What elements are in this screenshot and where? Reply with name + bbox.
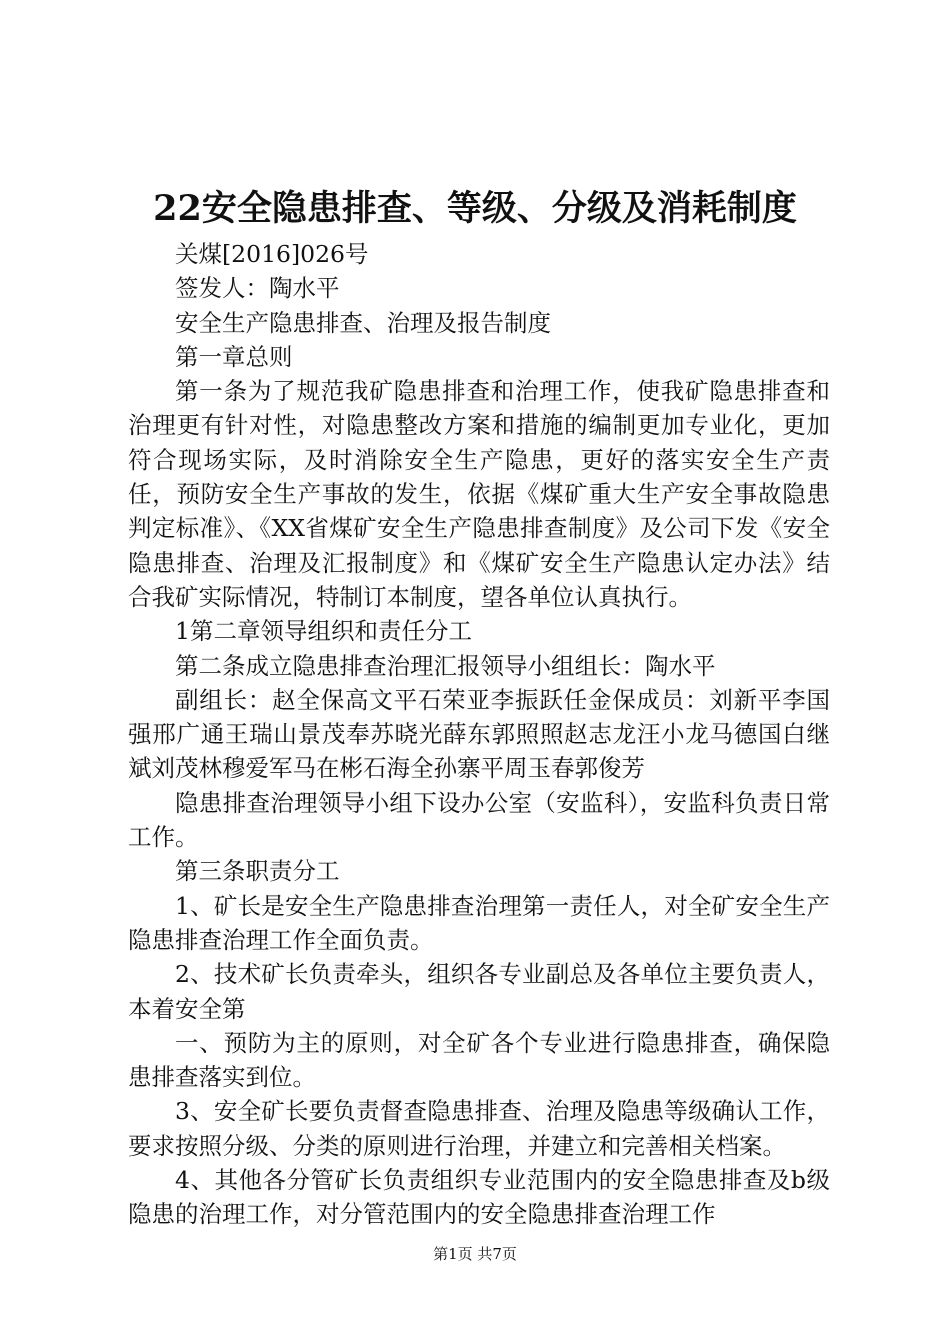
signer-line: 签发人：陶水平: [175, 274, 340, 303]
doc-number: 关煤[2016]026号: [175, 240, 369, 268]
body-paragraph: 2、技术矿长负责牵头，组织各专业副总及各单位主要负责人，本着安全第: [128, 960, 830, 1023]
document-title: 22安全隐患排查、等级、分级及消耗制度: [153, 188, 797, 229]
body-paragraph: 第二条成立隐患排查治理汇报领导小组组长：陶水平: [175, 651, 716, 680]
body-paragraph: 3、安全矿长要负责督查隐患排查、治理及隐患等级确认工作，要求按照分级、分类的原则进行治理，并建立和完善相关档案。: [128, 1097, 830, 1160]
page-footer: 第1页 共7页: [433, 1245, 517, 1263]
body-paragraph: 4、其他各分管矿长负责组织专业范围内的安全隐患排查及b级隐患的治理工作，对分管范围内的安全隐患排查治理工作: [128, 1166, 830, 1229]
body-paragraph: 隐患排查治理领导小组下设办公室（安监科），安监科负责日常工作。: [128, 788, 830, 852]
document-body: [128, 237, 830, 1232]
body-paragraph: 第一条为了规范我矿隐患排查和治理工作，使我矿隐患排查和治理更有针对性，对隐患整改方案和措施的编制更加专业化，更加符合现场实际，及时消除安全生产隐患，更好的落实安全生产责任，预防安全生产事故的发生，依据《煤矿重大生产安全事故隐患判定标准》、《XX省煤矿安全生产隐患排查制度》及公司下发《安全隐患排查、治理及汇报制度》和《煤矿安全生产隐患认定办法》结合我矿实际情况，特制订本制度，望各单位认真执行。: [128, 377, 830, 611]
body-paragraph: 副组长：赵全保高文平石荣亚李振跃任金保成员：刘新平李国强邢广通王瑞山景茂奉苏晓光薛东郭照照赵志龙汪小龙马德国白继斌刘茂林穆爱军马在彬石海全孙寨平周玉春郭俊芳: [128, 685, 830, 783]
subtitle-line: 安全生产隐患排查、治理及报告制度: [175, 308, 551, 337]
section-heading: 第三条职责分工: [175, 857, 340, 886]
body-paragraph: 1、矿长是安全生产隐患排查治理第一责任人，对全矿安全生产隐患排查治理工作全面负责。: [128, 891, 830, 954]
body-paragraph: 一、预防为主的原则，对全矿各个专业进行隐患排查，确保隐患排查落实到位。: [128, 1028, 830, 1092]
chapter-heading: 第一章总则: [175, 342, 293, 371]
chapter-heading: 1第二章领导组织和责任分工: [175, 617, 472, 646]
